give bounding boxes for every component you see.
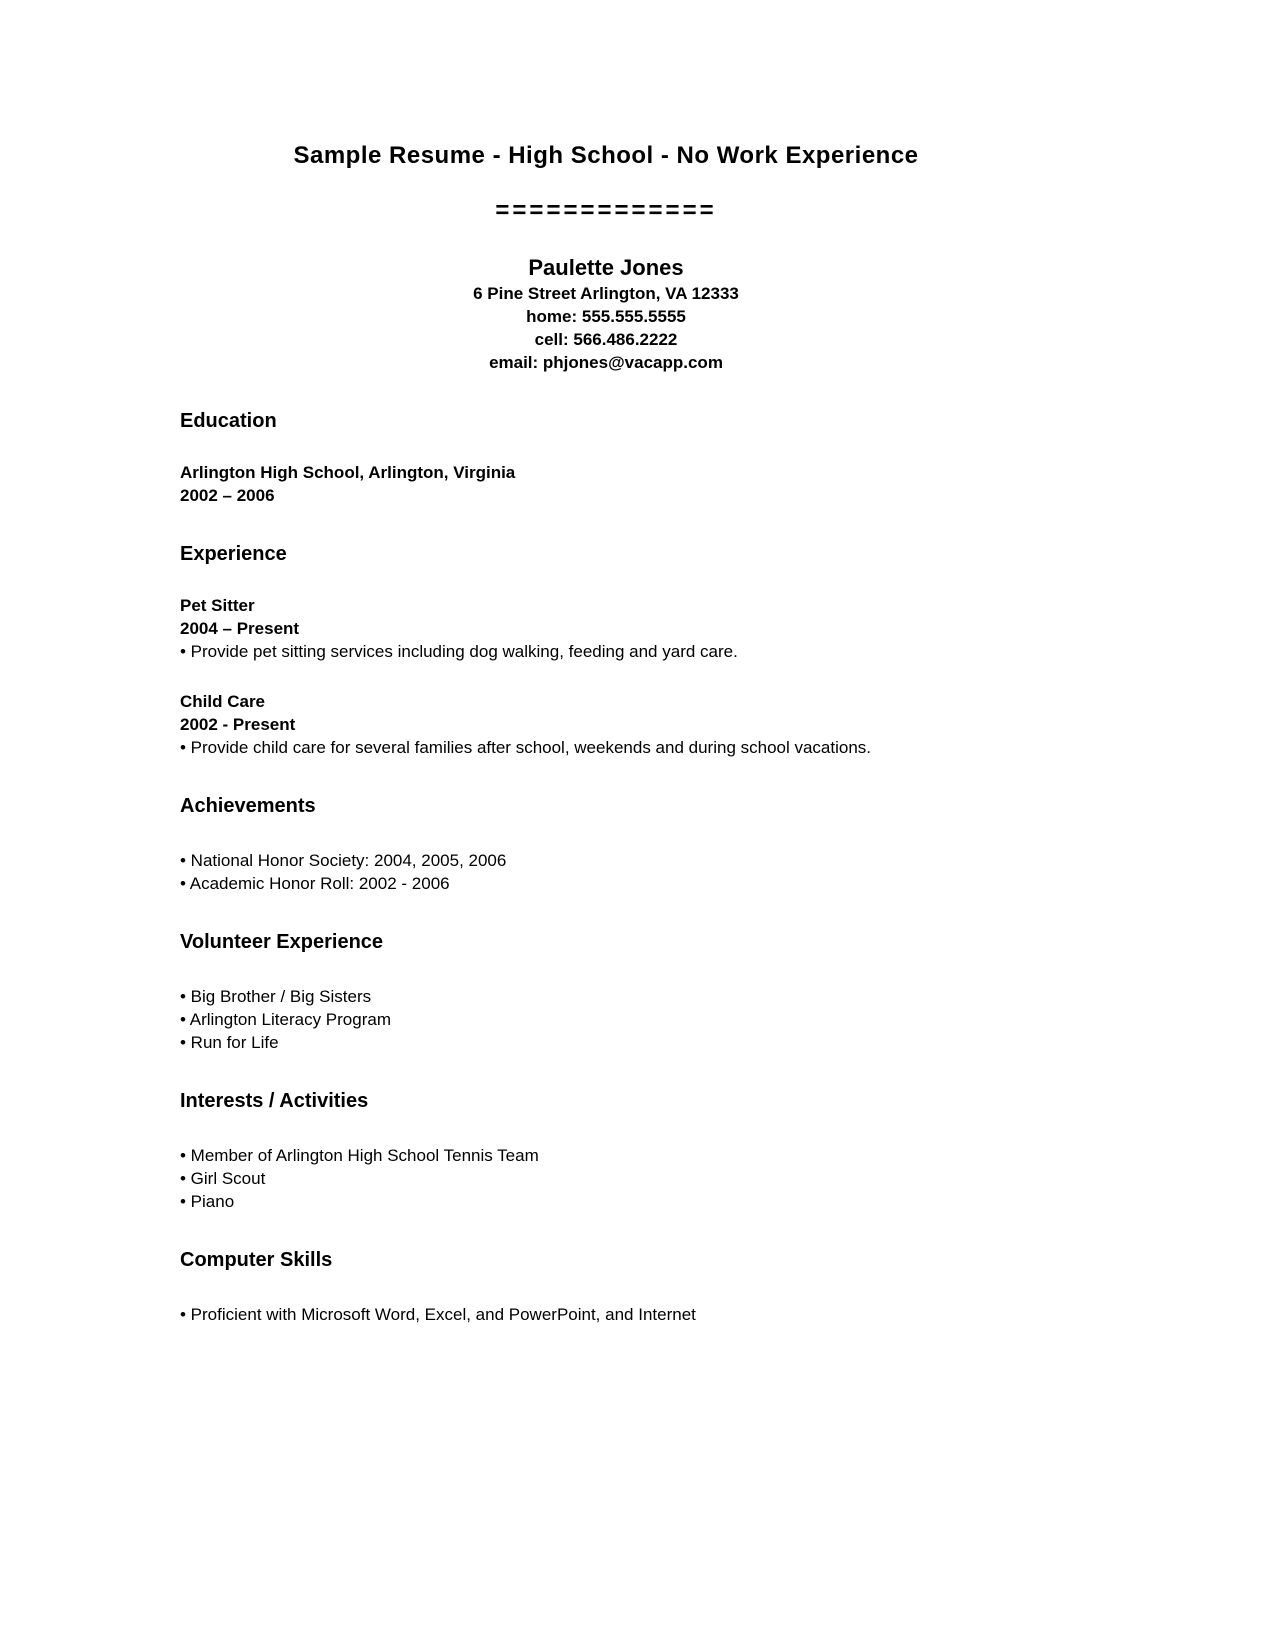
job-title: Child Care: [180, 692, 266, 711]
education-entry: [180, 461, 1032, 507]
job-bullet: • Provide child care for several families after school, weekends and during school vacations.: [180, 738, 872, 757]
job-dates: 2002 - Present: [180, 715, 296, 734]
interests-list: [180, 1144, 1032, 1213]
section-volunteer-experience: [180, 929, 1032, 1054]
job-entry: [180, 690, 1032, 759]
section-heading-volunteer: Volunteer Experience: [180, 931, 384, 953]
list-item: • Run for Life: [180, 1033, 279, 1052]
section-computer-skills: [180, 1247, 1032, 1326]
section-education: [180, 408, 1032, 507]
list-item: • Arlington Literacy Program: [180, 1010, 391, 1029]
education-school: Arlington High School, Arlington, Virginia: [180, 463, 516, 482]
section-heading-education: Education: [180, 410, 277, 432]
list-item: • Big Brother / Big Sisters: [180, 987, 372, 1006]
job-title: Pet Sitter: [180, 596, 255, 615]
contact-email: email: phjones@vacapp.com: [489, 353, 723, 372]
section-heading-interests: Interests / Activities: [180, 1090, 369, 1112]
section-heading-achievements: Achievements: [180, 795, 316, 817]
volunteer-list: [180, 985, 1032, 1054]
list-item: • National Honor Society: 2004, 2005, 2006: [180, 851, 507, 870]
contact-block: [180, 254, 1032, 374]
separator-line: =============: [495, 197, 717, 224]
achievements-list: [180, 849, 1032, 895]
education-dates: 2002 – 2006: [180, 486, 275, 505]
contact-cell-phone: cell: 566.486.2222: [534, 330, 678, 349]
contact-name: Paulette Jones: [528, 255, 684, 280]
section-experience: [180, 541, 1032, 759]
section-heading-experience: Experience: [180, 543, 287, 565]
list-item: • Proficient with Microsoft Word, Excel, and PowerPoint, and Internet: [180, 1305, 696, 1324]
job-bullet: • Provide pet sitting services including dog walking, feeding and yard care.: [180, 642, 738, 661]
page-title: Sample Resume - High School - No Work Experience: [293, 142, 919, 169]
list-item: • Piano: [180, 1192, 235, 1211]
section-interests-activities: [180, 1088, 1032, 1213]
job-dates: 2004 – Present: [180, 619, 300, 638]
section-achievements: [180, 793, 1032, 895]
section-heading-computer-skills: Computer Skills: [180, 1249, 333, 1271]
list-item: • Girl Scout: [180, 1169, 266, 1188]
list-item: • Member of Arlington High School Tennis Team: [180, 1146, 539, 1165]
list-item: • Academic Honor Roll: 2002 - 2006: [180, 874, 450, 893]
contact-home-phone: home: 555.555.5555: [526, 307, 686, 326]
computer-skills-list: [180, 1303, 1032, 1326]
contact-address: 6 Pine Street Arlington, VA 12333: [473, 284, 739, 303]
job-entry: [180, 594, 1032, 663]
resume-content: [180, 142, 1032, 1326]
